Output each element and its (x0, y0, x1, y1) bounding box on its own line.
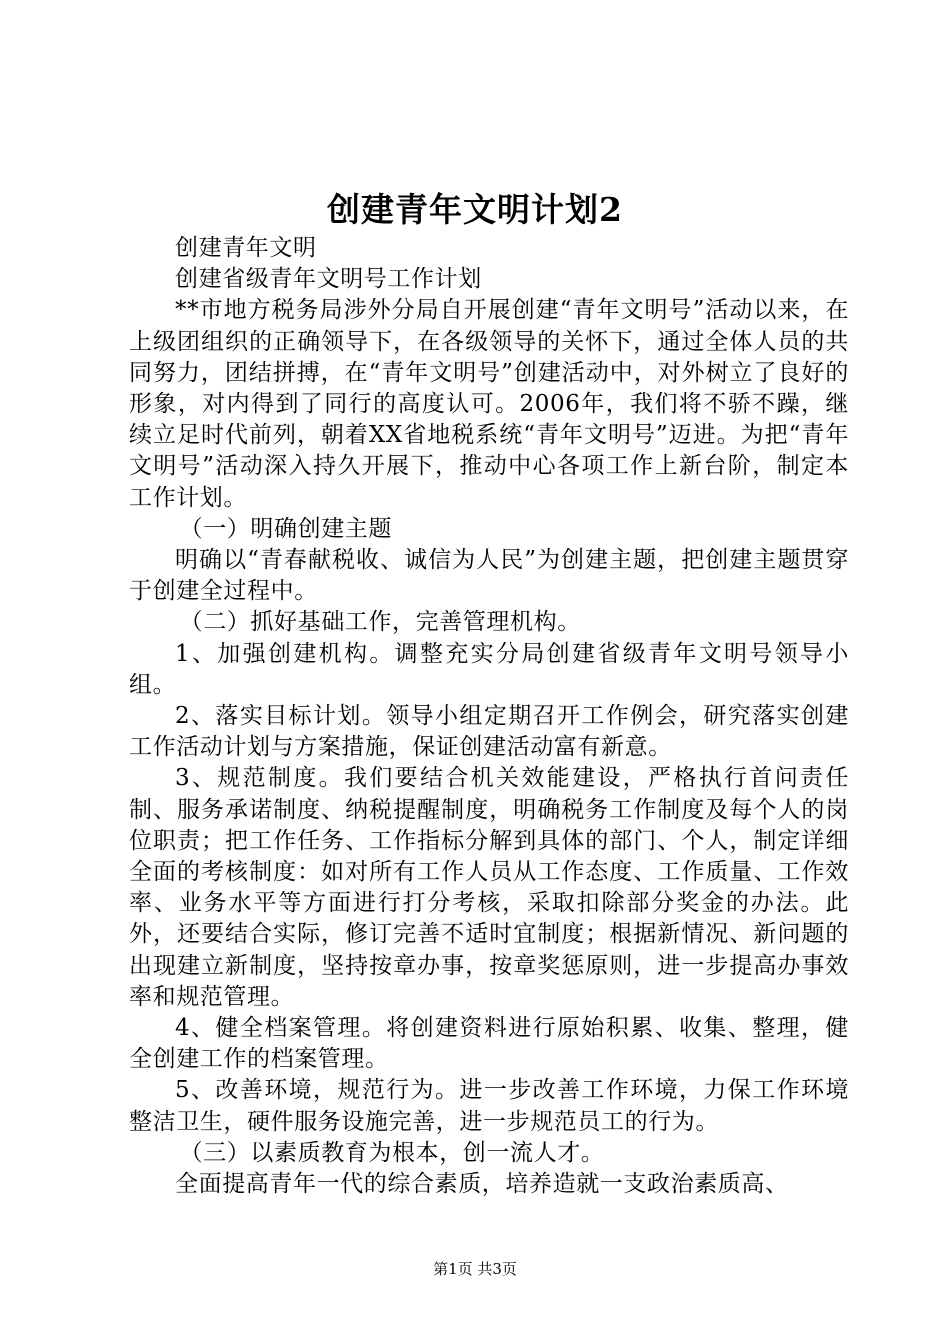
document-body (129, 233, 849, 1200)
paragraph: **市地方税务局涉外分局自开展创建“青年文明号”活动以来，在上级团组织的正确领导下，在各级领导的关怀下，通过全体人员的共同努力，团结拼搏，在“青年文明号”创建活动中，对外树立了良好的形象，对内得到了同行的高度认可。2006年，我们将不骄不躁，继续立足时代前列，朝着XX省地税系统“青年文明号”迈进。为把“青年文明号”活动深入持久开展下，推动中心各项工作上新台阶，制定本工作计划。 (129, 297, 849, 511)
paragraph: 创建青年文明 (175, 235, 317, 261)
page-number: 第1页 共3页 (433, 1260, 517, 1278)
list-item: 4、健全档案管理。将创建资料进行原始积累、收集、整理，健全创建工作的档案管理。 (129, 1015, 849, 1073)
section-heading: （二）抓好基础工作，完善管理机构。 (179, 609, 581, 636)
document-title: 创建青年文明计划2 (327, 190, 623, 229)
list-item: 3、规范制度。我们要结合机关效能建设，严格执行首问责任制、服务承诺制度、纳税提醒制度，明确税务工作制度及每个人的岗位职责；把工作任务、工作指标分解到具体的部门、个人，制定详细全面的考核制度：如对所有工作人员从工作态度、工作质量、工作效率、业务水平等方面进行打分考核，采取扣除部分奖金的办法。此外，还要结合实际，修订完善不适时宜制度；根据新情况、新问题的出现建立新制度，坚持按章办事，按章奖惩原则，进一步提高办事效率和规范管理。 (129, 765, 849, 1010)
list-item: 1、加强创建机构。调整充实分局创建省级青年文明号领导小组。 (129, 640, 849, 698)
section-heading: （一）明确创建主题 (179, 515, 392, 542)
paragraph: 全面提高青年一代的综合素质，培养造就一支政治素质高、 (175, 1171, 789, 1198)
list-item: 2、落实目标计划。领导小组定期召开工作例会，研究落实创建工作活动计划与方案措施，保证创建活动富有新意。 (129, 703, 849, 761)
section-heading: （三）以素质教育为根本，创一流人才。 (179, 1139, 605, 1166)
paragraph: 明确以“青春献税收、诚信为人民”为创建主题，把创建主题贯穿于创建全过程中。 (129, 547, 849, 605)
paragraph: 创建省级青年文明号工作计划 (175, 266, 482, 293)
list-item: 5、改善环境，规范行为。进一步改善工作环境，力保工作环境整洁卫生，硬件服务设施完善，进一步规范员工的行为。 (129, 1077, 849, 1135)
